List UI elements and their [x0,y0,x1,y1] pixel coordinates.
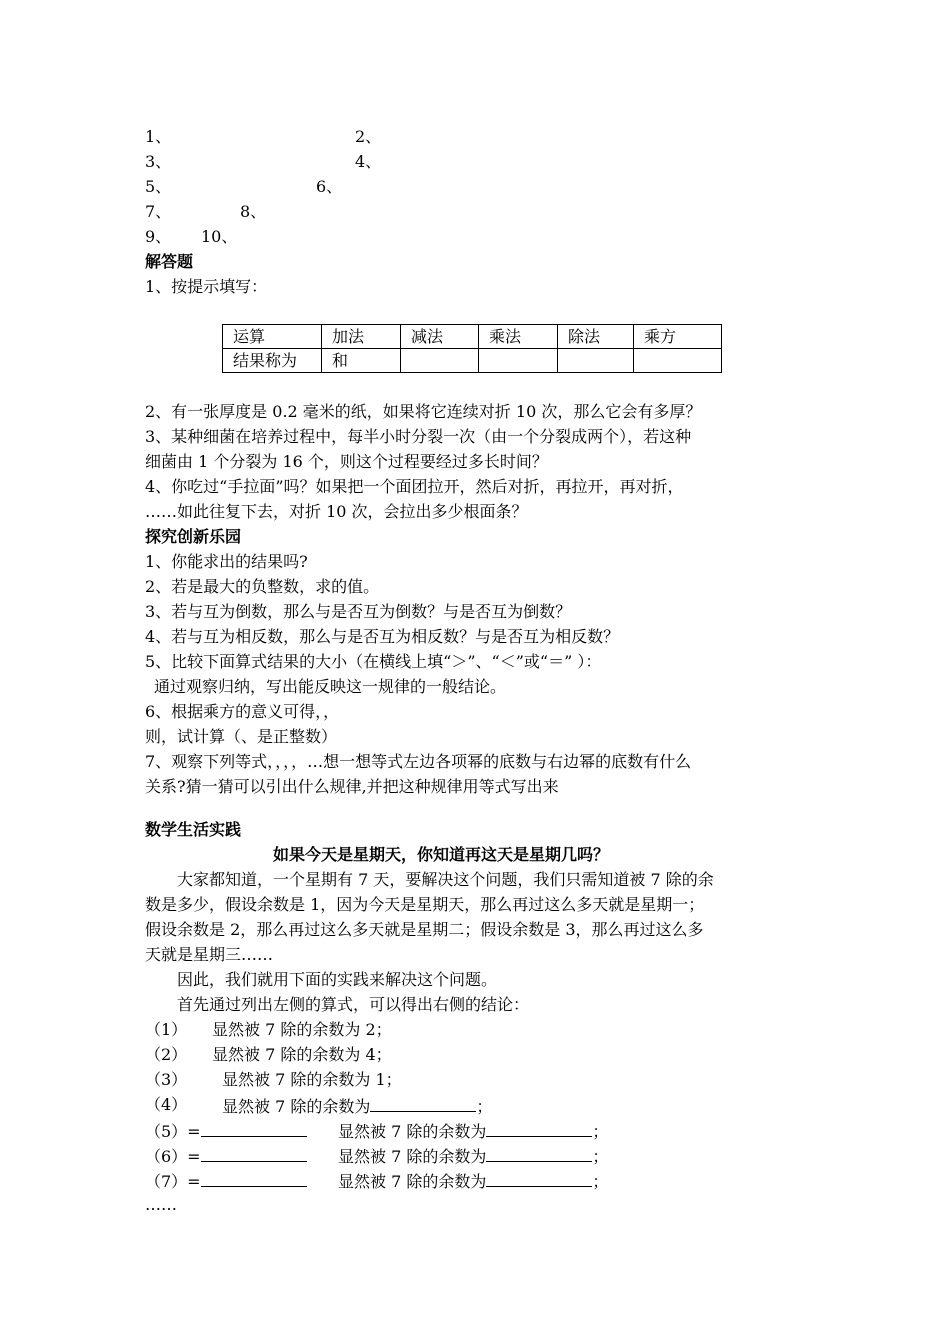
paragraph-2: 因此，我们就用下面的实践来解决这个问题。 [177,970,498,989]
answer-blank[interactable] [201,1143,307,1162]
table-cell: 运算 [223,325,322,349]
explore-4: 4、若与互为相反数，那么与是否互为相反数？与是否互为相反数？ [145,627,620,646]
row-7 [145,1168,307,1194]
answer-blank[interactable] [486,1143,592,1162]
answer-num-1: 1、 [145,127,172,146]
question-2: 2、有一张厚度是 0.2 毫米的纸，如果将它连续对折 10 次，那么它会有多厚？ [145,402,702,421]
paragraph-1-line-2: 数是多少，假设余数是 1，因为今天是星期天，那么再过这么多天就是星期一； [145,895,705,914]
paragraph-1-line-3: 假设余数是 2，那么再过这么多天就是星期二；假设余数是 3，那么再过这么多 [145,920,704,939]
row-6-number: （6）= [145,1147,201,1166]
explore-5: 5、比较下面算式结果的大小（在横线上填“＞”、“＜”或“＝” ）： [145,652,602,671]
table-cell [401,349,479,373]
row-6-semicolon: ； [592,1147,609,1166]
row-3-number: （3） [145,1070,188,1089]
row-7-semicolon: ； [592,1172,609,1191]
answer-num-7: 7、 [145,202,172,221]
row-4-number: （4） [145,1095,188,1114]
table-cell: 加法 [322,325,401,349]
answer-num-8: 8、 [240,202,267,221]
answer-num-2: 2、 [355,127,382,146]
answer-num-4: 4、 [355,152,382,171]
life-title: 如果今天是星期天，你知道再这天是星期几吗？ [273,845,610,864]
explore-7-line-1: 7、观察下列等式，，，，…想一想等式左边各项幂的底数与右边幂的底数有什么 [145,752,692,771]
row-5-number: （5）= [145,1122,201,1141]
answer-num-6: 6、 [316,177,343,196]
row-5 [145,1118,307,1144]
table-row [223,325,722,349]
row-7-label: 显然被 7 除的余数为 [338,1172,487,1191]
question-3-line-2: 细菌由 1 个分裂为 16 个，则这个过程要经过多长时间？ [145,452,548,471]
row-7-number: （7）= [145,1172,201,1191]
section-heading-answer: 解答题 [145,252,194,271]
answer-blank[interactable] [201,1118,307,1137]
paragraph-1-line-1: 大家都知道，一个星期有 7 天，要解决这个问题，我们只需知道被 7 除的余 [177,870,714,889]
answer-blank[interactable] [486,1168,592,1187]
explore-6: 6、根据乘方的意义可得，， [145,702,340,721]
table-row [223,349,722,373]
trailing-ellipsis: …… [145,1195,177,1214]
row-5-semicolon: ； [592,1122,609,1141]
answer-blank[interactable] [201,1168,307,1187]
row-6-text [338,1143,608,1169]
explore-1: 1、你能求出的结果吗? [145,552,308,571]
table-cell: 减法 [401,325,479,349]
row-4-label: 显然被 7 除的余数为 [222,1097,371,1116]
question-4-line-2: ……如此往复下去，对折 10 次，会拉出多少根面条？ [145,502,528,521]
table-cell [558,349,634,373]
table-cell: 乘方 [634,325,722,349]
row-3-text: 显然被 7 除的余数为 1； [222,1070,402,1089]
table-cell: 乘法 [479,325,558,349]
answer-blank[interactable] [370,1093,476,1112]
row-4-text [222,1093,492,1119]
answer-blank[interactable] [486,1118,592,1137]
table-cell [634,349,722,373]
row-5-label: 显然被 7 除的余数为 [338,1122,487,1141]
section-heading-explore: 探究创新乐园 [145,527,242,546]
table-cell: 结果称为 [223,349,322,373]
explore-5-conclusion: 通过观察归纳，写出能反映这一规律的一般结论。 [154,677,507,696]
row-6 [145,1143,307,1169]
question-1: 1、按提示填写： [145,277,268,296]
row-7-text [338,1168,608,1194]
table-cell [479,349,558,373]
answer-num-9: 9、 [145,227,172,246]
question-4-line-1: 4、你吃过“手拉面”吗？如果把一个面团拉开，然后对折，再拉开，再对折， [145,477,684,496]
row-4-semicolon: ； [476,1097,493,1116]
operation-table [222,324,722,373]
answer-num-5: 5、 [145,177,172,196]
row-6-label: 显然被 7 除的余数为 [338,1147,487,1166]
section-heading-life: 数学生活实践 [145,820,242,839]
explore-6-calc: 则，试计算（、是正整数） [145,727,338,746]
question-3-line-1: 3、某种细菌在培养过程中，每半小时分裂一次（由一个分裂成两个），若这种 [145,427,692,446]
explore-7-line-2: 关系?猜一猜可以引出什么规律,并把这种规律用等式写出来 [145,777,559,796]
paragraph-3: 首先通过列出左侧的算式，可以得出右侧的结论： [177,995,530,1014]
row-1-number: （1） [145,1020,188,1039]
table-cell: 和 [322,349,401,373]
row-2-text: 显然被 7 除的余数为 4； [212,1045,392,1064]
explore-3: 3、若与互为倒数，那么与是否互为倒数？与是否互为倒数？ [145,602,572,621]
row-1-text: 显然被 7 除的余数为 2； [212,1020,392,1039]
answer-num-10: 10、 [201,227,238,246]
paragraph-1-line-4: 天就是星期三…… [145,945,274,964]
answer-num-3: 3、 [145,152,172,171]
table-cell: 除法 [558,325,634,349]
explore-2: 2、若是最大的负整数，求的值。 [145,577,380,596]
row-5-text [338,1118,608,1144]
row-2-number: （2） [145,1045,188,1064]
